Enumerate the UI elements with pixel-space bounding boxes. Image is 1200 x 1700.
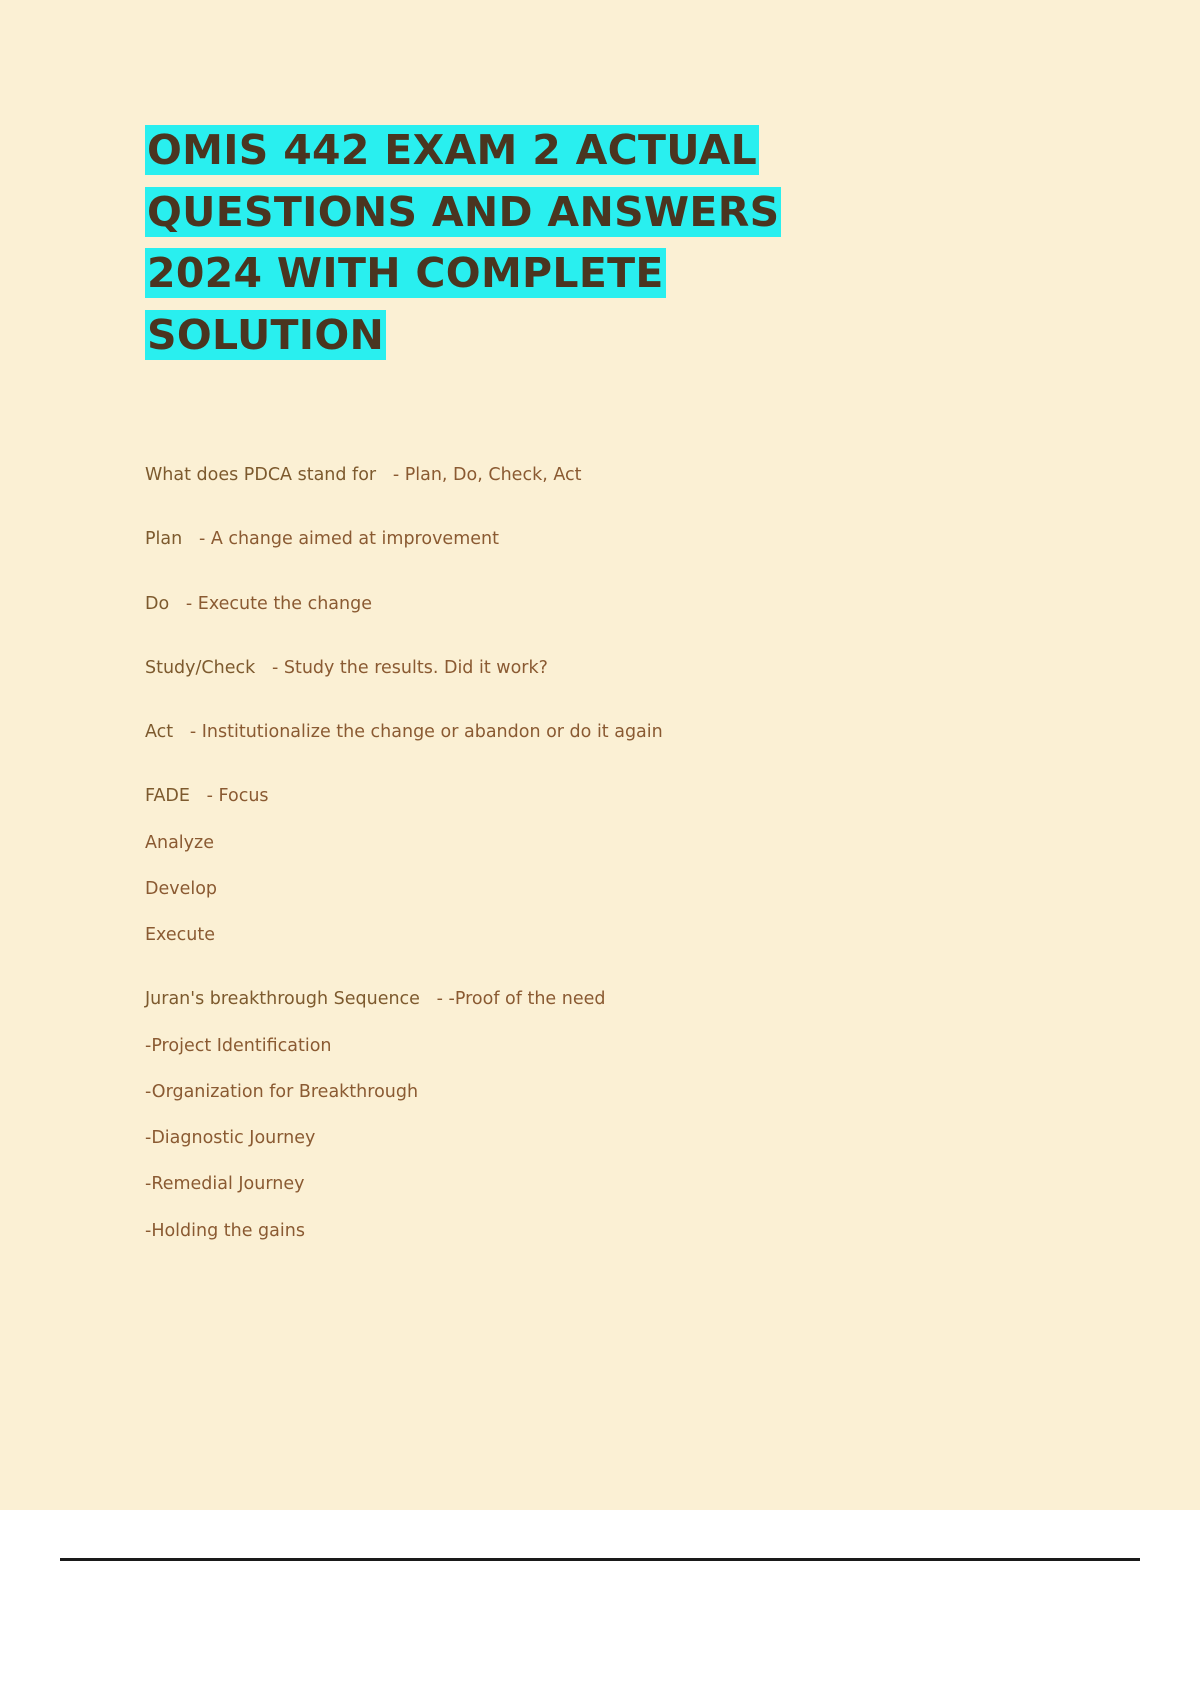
qa-answer: - Institutionalize the change or abandon or do it again xyxy=(189,722,663,742)
qa-entry xyxy=(145,655,1045,681)
qa-extra-line: -Project Identification xyxy=(145,1035,332,1056)
qa-entry xyxy=(145,986,1045,1244)
page-title-line-1: OMIS 442 EXAM 2 ACTUAL xyxy=(147,126,758,174)
qa-line xyxy=(145,719,1045,745)
qa-term: Do xyxy=(145,593,170,614)
qa-term: Act xyxy=(145,722,174,742)
qa-extra-line: -Diagnostic Journey xyxy=(145,1128,316,1148)
qa-answer: - A change aimed at improvement xyxy=(198,529,499,550)
qa-entry xyxy=(145,591,1045,617)
qa-line xyxy=(145,655,1045,681)
qa-line xyxy=(145,591,1045,617)
qa-answer: - Plan, Do, Check, Act xyxy=(392,465,582,485)
qa-line xyxy=(145,526,1045,552)
qa-answer: - Focus xyxy=(206,786,269,807)
qa-term: Juran's breakthrough Sequence xyxy=(145,989,420,1010)
page-title-line-4: SOLUTION xyxy=(147,310,385,359)
qa-line xyxy=(145,783,1045,809)
qa-entry xyxy=(145,783,1045,948)
qa-term: Plan xyxy=(145,529,183,550)
qa-line xyxy=(145,462,1045,488)
footer-divider xyxy=(60,1558,1140,1561)
qa-entry xyxy=(145,719,1045,745)
qa-extra-line: Analyze xyxy=(145,832,214,853)
qa-term: What does PDCA stand for xyxy=(145,465,377,485)
qa-extra-line: -Remedial Journey xyxy=(145,1174,305,1195)
qa-list xyxy=(145,420,1045,1244)
page-title-line-2: QUESTIONS AND ANSWERS xyxy=(147,187,780,236)
qa-extra-line: -Organization for Breakthrough xyxy=(145,1081,419,1102)
qa-answer: - Study the results. Did it work? xyxy=(271,657,548,678)
qa-term: Study/Check xyxy=(145,657,256,678)
qa-term: FADE xyxy=(145,786,190,807)
qa-entry xyxy=(145,462,1045,488)
page-bottom-margin xyxy=(0,1510,1200,1700)
qa-extra-line: Develop xyxy=(145,878,218,899)
page-title-line-3: 2024 WITH COMPLETE xyxy=(147,249,664,297)
qa-entry xyxy=(145,526,1045,552)
qa-answer: - Execute the change xyxy=(185,593,372,614)
qa-answer: - -Proof of the need xyxy=(436,989,606,1010)
qa-line xyxy=(145,986,1045,1012)
page-title xyxy=(145,120,1045,366)
qa-extra-line: -Holding the gains xyxy=(145,1220,305,1241)
qa-extra-line: Execute xyxy=(145,925,215,945)
